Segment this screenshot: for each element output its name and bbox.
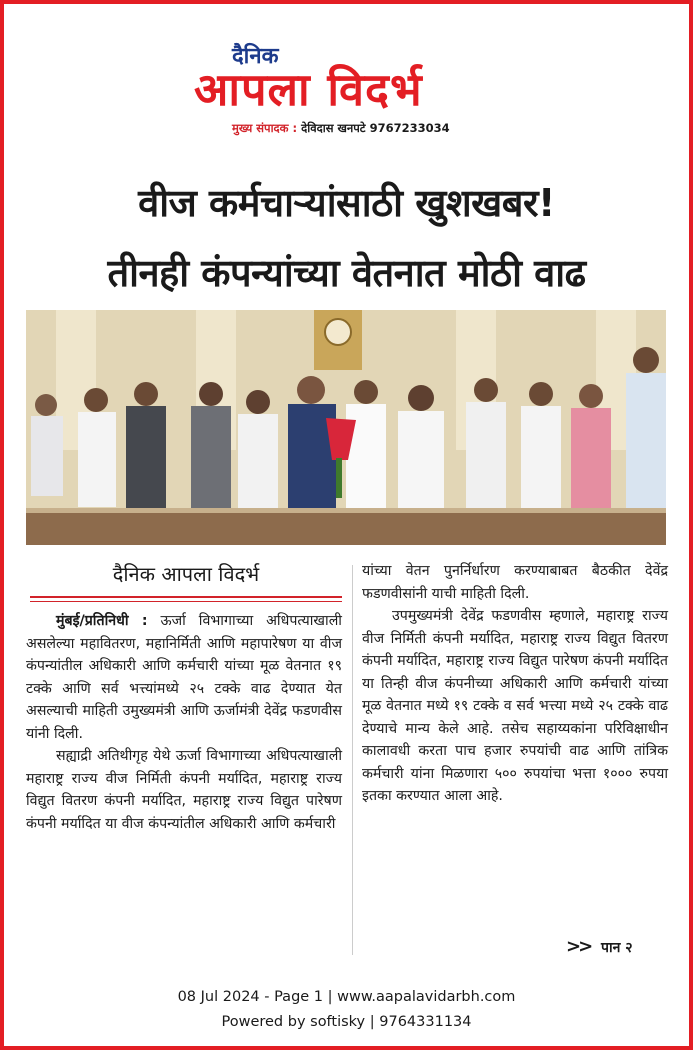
paragraph-1-text: ऊर्जा विभागाच्या अधिपत्याखाली असलेल्या महावितरण, महानिर्मिती आणि महापारेषण या वीज कंपन्यांतील अधिकारी आणि कर्मचारी यांच्या मूळ वेतनात १९ टक्के आणि सर्व भत्त्यांमध्ये २५ टक्के वाढ देण्यात येत असल्याची माहिती उमुख्यमंत्री आणि ऊर्जामंत्री देवेंद्र फडणवीस यांनी दिली. bbox=[26, 613, 342, 742]
byline-rule-thin bbox=[30, 601, 342, 602]
masthead-small-title: दैनिक bbox=[232, 44, 279, 69]
footer-date-url: 08 Jul 2024 - Page 1 | www.aapalavidarbh.com bbox=[177, 989, 516, 1005]
byline-heading: दैनिक आपला विदर्भ bbox=[112, 562, 260, 586]
group-photo-icon bbox=[26, 310, 666, 545]
byline-rule bbox=[30, 596, 342, 598]
paragraph-3: उपमुख्यमंत्री देवेंद्र फडणवीस म्हणाले, महाराष्ट्र राज्य वीज निर्मिती कंपनी मर्यादित, महाराष्ट्र राज्य विद्युत वितरण कंपनी मर्यादित, महाराष्ट्र राज्य विद्युत पारेषण कंपनी मर्यादित या तिन्ही वीज कंपनीच्या अधिकारी आणि कर्मचारी यांच्या मूळ वेतनात मध्ये १९ टक्के व सर्व भत्त्या मध्ये २५ टक्के वाढ देण्याचे मान्य केले आहे. तसेच सहाय्यकांना परिविक्षाधीन कालावधी करता पाच हजार रुपयांची वाढ आणि तांत्रिक कर्मचारी यांना मिळणारा ५०० रुपयांचा भत्ता १००० रुपया इतका करण्यात आला आहे. bbox=[362, 608, 668, 804]
masthead bbox=[0, 0, 693, 145]
continue-arrows-icon: >> bbox=[566, 936, 591, 957]
dateline: मुंबई/प्रतिनिधी : bbox=[56, 613, 148, 629]
masthead-logo: आपला विदर्भ bbox=[194, 63, 423, 116]
editor-name: देविदास खनपटे 9767233034 bbox=[301, 121, 450, 135]
continued-on-page bbox=[566, 936, 633, 957]
column-divider bbox=[352, 565, 353, 955]
editor-label: मुख्य संपादक : bbox=[232, 121, 298, 135]
news-photo bbox=[26, 310, 666, 545]
article-column-1 bbox=[26, 610, 342, 835]
footer-powered-by: Powered by softisky | 9764331134 bbox=[221, 1014, 472, 1030]
headline-line-2: तीनही कंपन्यांच्या वेतनात मोठी वाढ bbox=[107, 251, 586, 295]
paragraph-2: सह्याद्री अतिथीगृह येथे ऊर्जा विभागाच्या अधिपत्याखाली महाराष्ट्र राज्य वीज निर्मिती कंपनी मर्यादित, महाराष्ट्र राज्य विद्युत वितरण कंपनी मर्यादित, महाराष्ट्र राज्य विद्युत पारेषण कंपनी मर्यादित या वीज कंपन्यांतील अधिकारी आणि कर्मचारी bbox=[26, 748, 342, 832]
headline-line-1: वीज कर्मचाऱ्यांसाठी खुशखबर! bbox=[138, 181, 555, 225]
article-column-2 bbox=[362, 560, 668, 808]
editor-line bbox=[232, 121, 450, 136]
continued-label: पान २ bbox=[601, 940, 633, 956]
paragraph-2-continued: यांच्या वेतन पुनर्निर्धारण करण्याबाबत बैठकीत देवेंद्र फडणवीसांनी याची माहिती दिली. bbox=[362, 563, 668, 602]
paragraph-1 bbox=[26, 610, 342, 745]
